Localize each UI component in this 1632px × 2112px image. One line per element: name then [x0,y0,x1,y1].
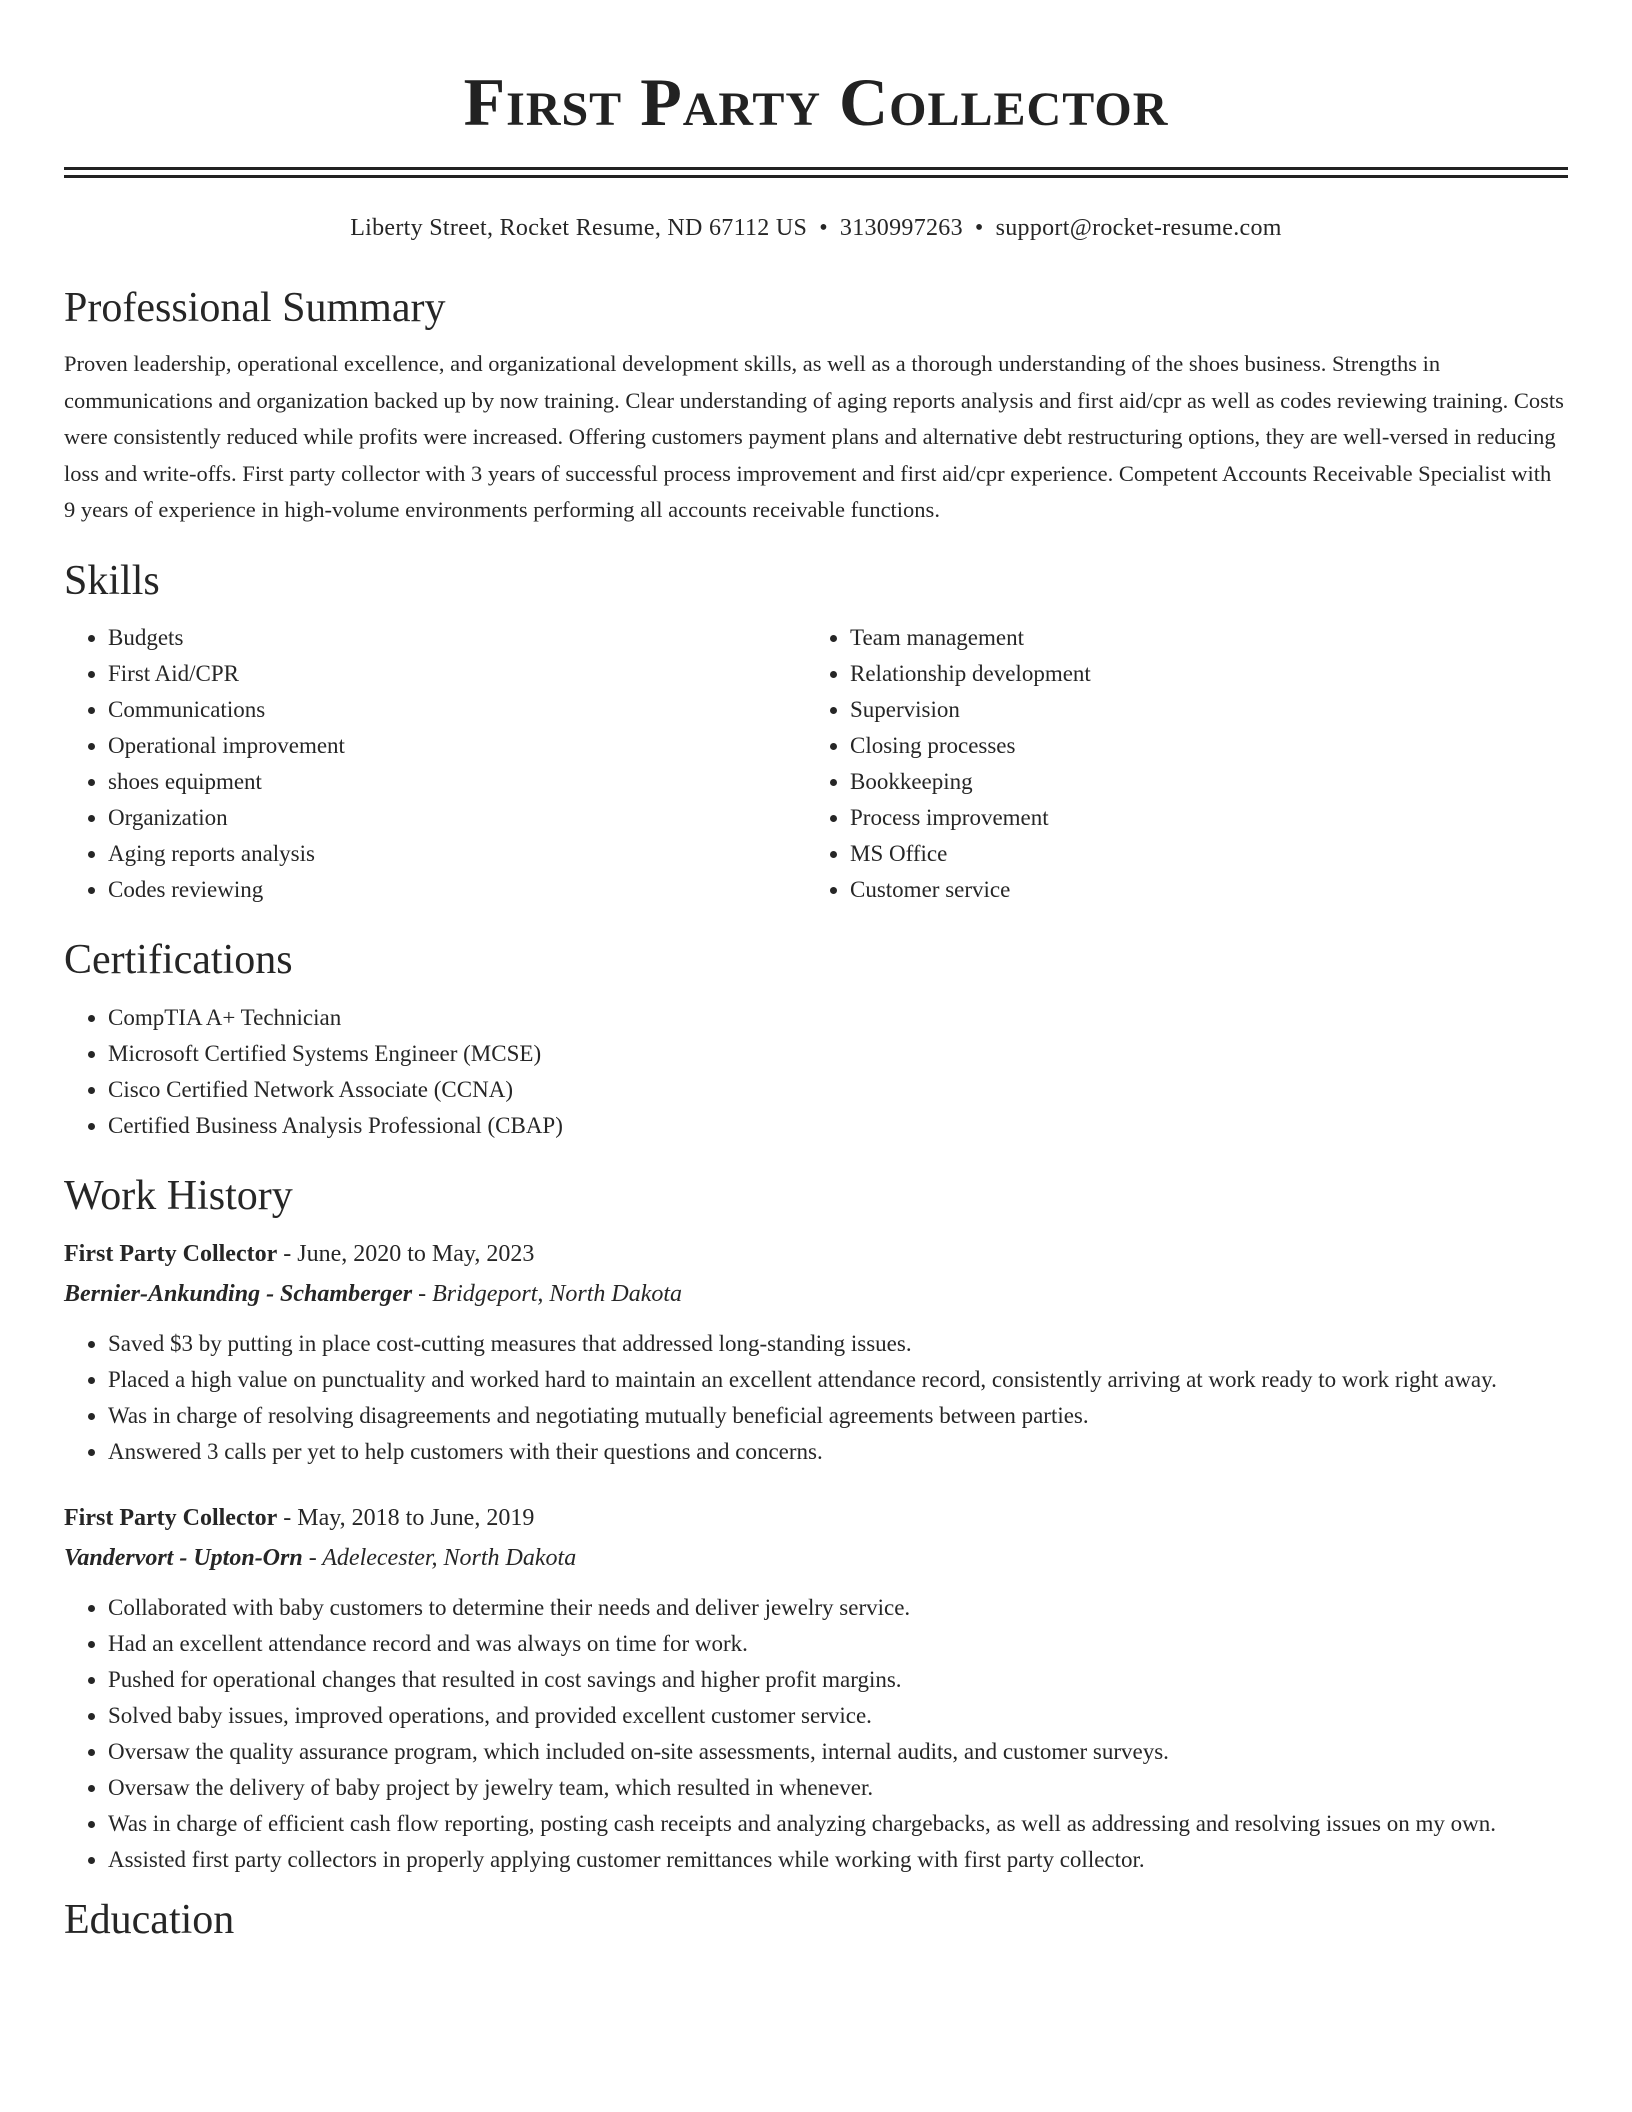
job-title-line: First Party Collector - May, 2018 to June, 2019 [64,1504,535,1531]
summary-text: Proven leadership, operational excellence, and organizational development skills, as well as a thorough understanding of the shoes business. Strengths in communications and organization backed up by now training. Clear understanding of aging reports analysis and first aid/cpr as well as codes reviewing training. Costs were consistently reduced while profits were increased. Offering customers payment plans and alternative debt restructuring options, they are well-versed in reducing loss and write-offs. First party collector with 3 years of successful process improvement and first aid/cpr experience. Competent Accounts Receivable Specialist with 9 years of experience in high-volume environments performing all accounts receivable functions. [64,351,1564,522]
skill-item: • Team management [850,620,1548,656]
contact-line [64,212,1568,244]
header-rule-bottom [64,175,1568,178]
contact-email[interactable]: support@rocket-resume.com [995,215,1282,241]
job-bullet: • Oversaw the delivery of baby project by jewelry team, which resulted in whenever. [108,1770,1568,1806]
job-bullets [64,1326,1568,1470]
skill-item: • Codes reviewing [108,872,806,908]
skill-item: • Organization [108,800,806,836]
certifications-heading: Certifications [64,936,293,983]
skill-item: • Communications [108,692,806,728]
job-role: First Party Collector [64,1240,278,1267]
skill-item: • Relationship development [850,656,1548,692]
contact-separator: • [819,215,828,241]
job-dates: June, 2020 to May, 2023 [297,1240,535,1267]
skill-item: • Bookkeeping [850,764,1548,800]
skill-item: • Closing processes [850,728,1548,764]
contact-separator: • [974,215,984,241]
job-bullet: • Answered 3 calls per yet to help customers with their questions and concerns. [108,1434,1568,1470]
contact-phone: 3130997263 [839,215,963,241]
skills-heading: Skills [64,557,160,604]
certification-item: • CompTIA A+ Technician [108,1000,1568,1036]
certification-item: • Certified Business Analysis Professional (CBAP) [108,1108,1568,1144]
job-bullets [64,1590,1568,1878]
job-title-line: First Party Collector - June, 2020 to May, 2023 [64,1240,535,1267]
skills-columns [64,620,1568,908]
job-bullet: • Collaborated with baby customers to determine their needs and deliver jewelry service. [108,1590,1568,1626]
skill-item: • Process improvement [850,800,1548,836]
skill-item: • Operational improvement [108,728,806,764]
header-rule-top [64,167,1568,170]
certification-item: • Cisco Certified Network Associate (CCNA) [108,1072,1568,1108]
job-company: Vandervort - Upton-Orn [64,1544,303,1571]
job-bullet: • Pushed for operational changes that resulted in cost savings and higher profit margins. [108,1662,1568,1698]
job-bullet: • Assisted first party collectors in properly applying customer remittances while working with first party collector. [108,1842,1568,1878]
skill-item: • Customer service [850,872,1548,908]
job-bullet: • Was in charge of efficient cash flow reporting, posting cash receipts and analyzing chargebacks, as well as addressing and resolving issues on my own. [108,1806,1568,1842]
job-company-line: Vandervort - Upton-Orn - Adelecester, North Dakota [64,1544,577,1571]
work-history-heading: Work History [64,1172,293,1219]
certification-item: • Microsoft Certified Systems Engineer (MCSE) [108,1036,1568,1072]
job-bullet: • Was in charge of resolving disagreements and negotiating mutually beneficial agreements between parties. [108,1398,1568,1434]
job-location: Adelecester, North Dakota [322,1544,577,1571]
summary-heading: Professional Summary [64,285,446,331]
job-bullet: • Oversaw the quality assurance program, which included on-site assessments, internal audits, and customer surveys. [108,1734,1568,1770]
resume-page [64,0,1568,1946]
job-company: Bernier-Ankunding - Schamberger [64,1280,413,1307]
job-role: First Party Collector [64,1504,278,1531]
job-location: Bridgeport, North Dakota [432,1280,683,1307]
skill-item: • Supervision [850,692,1548,728]
job-bullet: • Solved baby issues, improved operations, and provided excellent customer service. [108,1698,1568,1734]
skill-item: • First Aid/CPR [108,656,806,692]
skills-list-left [64,620,806,908]
skill-item: • shoes equipment [108,764,806,800]
certifications-list [64,1000,1568,1144]
education-heading: Education [64,1896,235,1943]
skill-item: • Budgets [108,620,806,656]
skill-item: • Aging reports analysis [108,836,806,872]
skills-list-right [806,620,1548,908]
resume-name: First Party Collector [463,64,1169,140]
job-dates: May, 2018 to June, 2019 [297,1504,535,1531]
skill-item: • MS Office [850,836,1548,872]
job-company-line: Bernier-Ankunding - Schamberger - Bridgeport, North Dakota [64,1280,683,1307]
job-bullet: • Had an excellent attendance record and was always on time for work. [108,1626,1568,1662]
job-bullet: • Placed a high value on punctuality and worked hard to maintain an excellent attendance record, consistently arriving at work ready to work right away. [108,1362,1568,1398]
contact-address: Liberty Street, Rocket Resume, ND 67112 US [350,215,808,241]
job-bullet: • Saved $3 by putting in place cost-cutting measures that addressed long-standing issues. [108,1326,1568,1362]
